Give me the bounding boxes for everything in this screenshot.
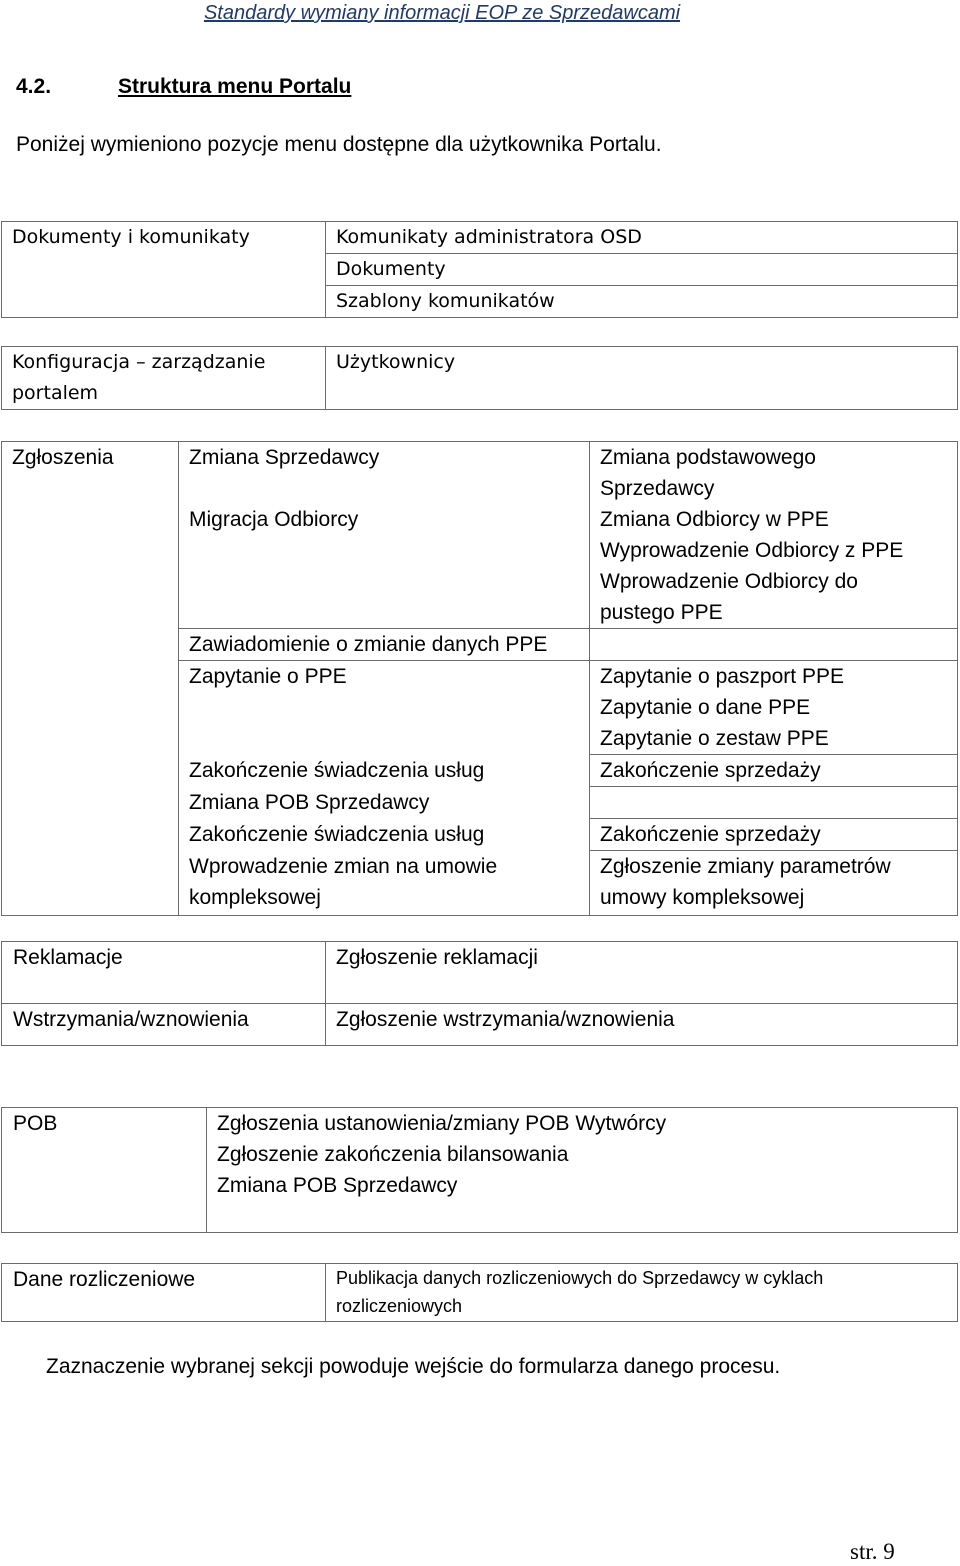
submenu-item[interactable]: Zapytanie o paszport PPE xyxy=(600,665,844,688)
submenu-item-cont: pustego PPE xyxy=(600,601,723,624)
menu-item[interactable]: Szablony komunikatów xyxy=(336,290,555,312)
submenu-item[interactable]: Wyprowadzenie Odbiorcy z PPE xyxy=(600,539,904,562)
menu-item[interactable]: Zgłoszenia ustanowienia/zmiany POB Wytwórcy xyxy=(217,1112,667,1135)
menu-item[interactable]: Zakończenie świadczenia usług xyxy=(179,755,590,787)
menu-category-dane[interactable]: Dane rozliczeniowe xyxy=(2,1264,326,1322)
menu-item[interactable]: Migracja Odbiorcy xyxy=(179,504,590,629)
submenu-item[interactable]: Zapytanie o dane PPE xyxy=(600,696,811,719)
section-heading xyxy=(16,73,351,101)
menu-table-pob xyxy=(1,1107,958,1233)
menu-item[interactable]: Komunikaty administratora OSD xyxy=(326,222,957,254)
submenu-group xyxy=(590,661,958,755)
submenu-item[interactable]: Wprowadzenie Odbiorcy do xyxy=(600,570,858,593)
menu-item[interactable]: Zmiana POB Sprzedawcy xyxy=(179,787,590,819)
menu-item[interactable]: Zmiana POB Sprzedawcy xyxy=(217,1174,458,1197)
menu-item[interactable]: Zmiana Sprzedawcy xyxy=(179,442,590,505)
section-title: Struktura menu Portalu xyxy=(118,75,352,98)
submenu-item[interactable]: Zapytanie o zestaw PPE xyxy=(600,727,829,750)
menu-item[interactable]: Wprowadzenie zmian na umowie kompleksowej xyxy=(179,851,590,916)
submenu-group xyxy=(590,819,958,851)
menu-item[interactable]: Zgłoszenie wstrzymania/wznowienia xyxy=(326,1004,958,1046)
menu-category-reklamacje[interactable]: Reklamacje xyxy=(2,942,326,1004)
submenu-item[interactable]: Zmiana podstawowego xyxy=(600,446,816,469)
submenu-group xyxy=(590,442,958,505)
submenu-item-cont: Sprzedawcy xyxy=(600,477,715,500)
menu-table-reklamacje xyxy=(1,941,958,1046)
menu-items-pob xyxy=(207,1108,958,1233)
menu-table-config xyxy=(1,346,958,410)
menu-category-zgloszenia[interactable]: Zgłoszenia xyxy=(12,446,114,469)
submenu-group xyxy=(590,851,958,916)
menu-category-documents[interactable]: Dokumenty i komunikaty xyxy=(2,222,326,318)
submenu-group-empty xyxy=(590,787,958,819)
menu-item[interactable]: Dokumenty xyxy=(326,254,957,286)
submenu-item[interactable]: Zakończenie sprzedaży xyxy=(600,759,821,782)
document-header-title: Standardy wymiany informacji EOP ze Sprzedawcami xyxy=(203,2,681,24)
menu-category-wstrzymania[interactable]: Wstrzymania/wznowienia xyxy=(2,1004,326,1046)
menu-item[interactable]: Zapytanie o PPE xyxy=(179,661,590,755)
menu-category-config[interactable]: Konfiguracja – zarządzanie portalem xyxy=(2,347,326,410)
footnote: Zaznaczenie wybranej sekcji powoduje wejście do formularza danego procesu. xyxy=(46,1355,781,1378)
menu-category-pob[interactable]: POB xyxy=(2,1108,207,1233)
submenu-group xyxy=(590,504,958,629)
menu-item[interactable]: Zgłoszenie zakończenia bilansowania xyxy=(217,1143,569,1166)
menu-items-config xyxy=(326,347,958,410)
submenu-item[interactable]: Zakończenie sprzedaży xyxy=(600,823,821,846)
submenu-group-empty xyxy=(590,629,958,661)
menu-items-documents xyxy=(326,222,958,318)
submenu-item[interactable]: Zmiana Odbiorcy w PPE xyxy=(600,508,829,531)
section-number: 4.2. xyxy=(16,75,52,98)
menu-item[interactable]: Zawiadomienie o zmianie danych PPE xyxy=(179,629,590,661)
page-number: str. 9 xyxy=(850,1539,895,1564)
menu-table-documents xyxy=(1,221,958,318)
menu-item[interactable]: Użytkownicy xyxy=(336,351,456,373)
menu-item[interactable]: Publikacja danych rozliczeniowych do Sprzedawcy w cyklach rozliczeniowych xyxy=(326,1264,958,1322)
menu-item[interactable]: Zgłoszenie reklamacji xyxy=(326,942,958,1004)
submenu-item[interactable]: Zgłoszenie zmiany parametrów xyxy=(600,855,891,878)
submenu-group xyxy=(590,755,958,787)
menu-item[interactable]: Zakończenie świadczenia usług xyxy=(179,819,590,851)
menu-table-dane xyxy=(1,1263,958,1322)
submenu-item-cont: umowy kompleksowej xyxy=(600,886,805,909)
intro-paragraph: Poniżej wymieniono pozycje menu dostępne dla użytkownika Portalu. xyxy=(16,133,662,156)
menu-table-zgloszenia xyxy=(1,441,958,916)
